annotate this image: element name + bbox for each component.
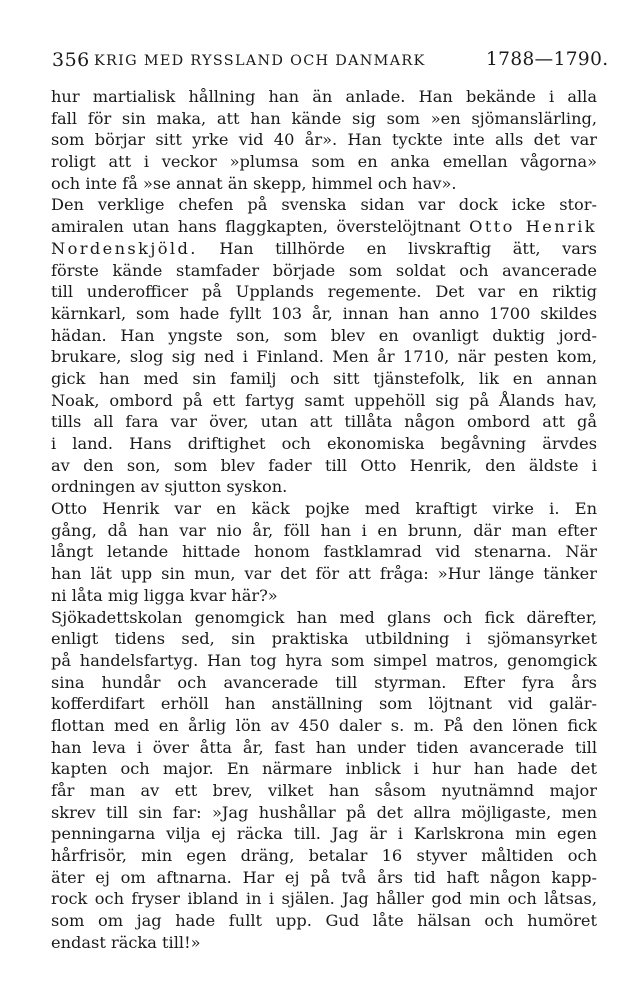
text-line: Nordenskjöld. Han tillhörde en livskraftig ätt, vars [51,238,597,258]
text-line: flottan med en årlig lön av 450 daler s. m. På den lönen fick [51,715,597,735]
text-line: rock och fryser ibland in i själen. Jag håller god min och låtsas, [51,889,597,909]
text-line: kofferdifart erhöll han anställning som löjtnant vid galär- [51,694,597,714]
chapter-title: KRIG MED RYSSLAND OCH DANMARK [94,53,426,69]
text-line: långt letande hittade honom fastklamrad vid stenarna. När [51,542,597,562]
text-line: till underofficer på Upplands regemente. Det var en riktig [51,282,597,302]
text-line: han lät upp sin mun, var det för att fråga: »Hur länge tänker [51,564,597,584]
text-line: hårfrisör, min egen dräng, betalar 16 styver måltiden och [51,846,597,866]
text-line: amiralen utan hans flaggkapten, överstelöjtnant Otto Henrik [51,217,598,237]
text-line: ni låta mig ligga kvar här?» [51,585,278,605]
chapter-years: 1788—1790. [486,49,609,70]
text-line: han leva i över åtta år, fast han under tiden avancerade till [51,737,597,757]
body-text [51,86,597,954]
text-line: hädan. Han yngste son, som blev en ovanligt duktig jord- [51,325,597,345]
text-line: hur martialisk hållning han än anlade. Han bekände i alla [51,87,597,106]
text-line: Den verklige chefen på svenska sidan var dock icke stor- [51,195,597,215]
text-line: skrev till sin far: »Jag hushållar på det allra möjligaste, men [51,802,597,822]
text-line: penningarna vilja ej räcka till. Jag är i Karlskrona min egen [51,824,597,844]
text-line: äter ej om aftnarna. Har ej på två års tid haft någon kapp- [51,867,597,887]
text-line: på handelsfartyg. Han tog hyra som simpel matros, genomgick [51,650,597,670]
text-line: kapten och major. En närmare inblick i hur han hade det [51,759,597,779]
text-line: i land. Hans driftighet och ekonomiska begåvning ärvdes [51,434,597,453]
text-line: som om jag hade fullt upp. Gud låte hälsan och humöret [51,911,597,931]
emphasized-name: Nordenskjöld. [51,238,198,258]
text-line: fall för sin maka, att han kände sig som »en sjömanslärling, [51,108,597,128]
text-line: som börjar sitt yrke vid 40 år». Han tyckte inte alls det var [51,130,597,150]
text-line: Sjökadettskolan genomgick han med glans och fick därefter, [51,607,597,627]
text-line: roligt att i veckor »plumsa som en anka emellan vågorna» [51,152,597,172]
text-line: brukare, slog sig ned i Finland. Men år 1710, när pesten kom, [51,347,597,367]
emphasized-name: Otto Henrik [469,217,598,237]
text-line: förste kände stamfader började som soldat och avancerade [51,260,597,280]
text-line: endast räcka till!» [51,932,201,952]
text-line: tills all fara var över, utan att tillåta någon ombord att gå [51,412,597,432]
text-line: ordningen av sjutton syskon. [51,477,288,497]
text-line: Noak, ombord på ett fartyg samt uppehöll sig på Ålands hav, [51,390,597,410]
page-number: 356 [52,49,90,71]
text-line: enligt tidens sed, sin praktiska utbildning i sjömansyrket [51,629,597,649]
text-line: kärnkarl, som hade fyllt 103 år, innan han anno 1700 skildes [51,303,597,323]
text-line: och inte få »se annat än skepp, himmel och hav». [51,173,457,193]
running-head [52,48,609,76]
text-line: gång, då han var nio år, föll han i en brunn, där man efter [51,520,597,540]
text-line: av den son, som blev fader till Otto Henrik, den äldste i [51,455,597,475]
text-line: får man av ett brev, vilket han såsom nyutnämnd major [51,781,597,800]
text-line: sina hundår och avancerade till styrman. Efter fyra års [51,672,597,692]
text-line: gick han med sin familj och sitt tjänstefolk, lik en annan [51,368,597,388]
text-line: Otto Henrik var en käck pojke med kraftigt virke i. En [51,499,597,519]
